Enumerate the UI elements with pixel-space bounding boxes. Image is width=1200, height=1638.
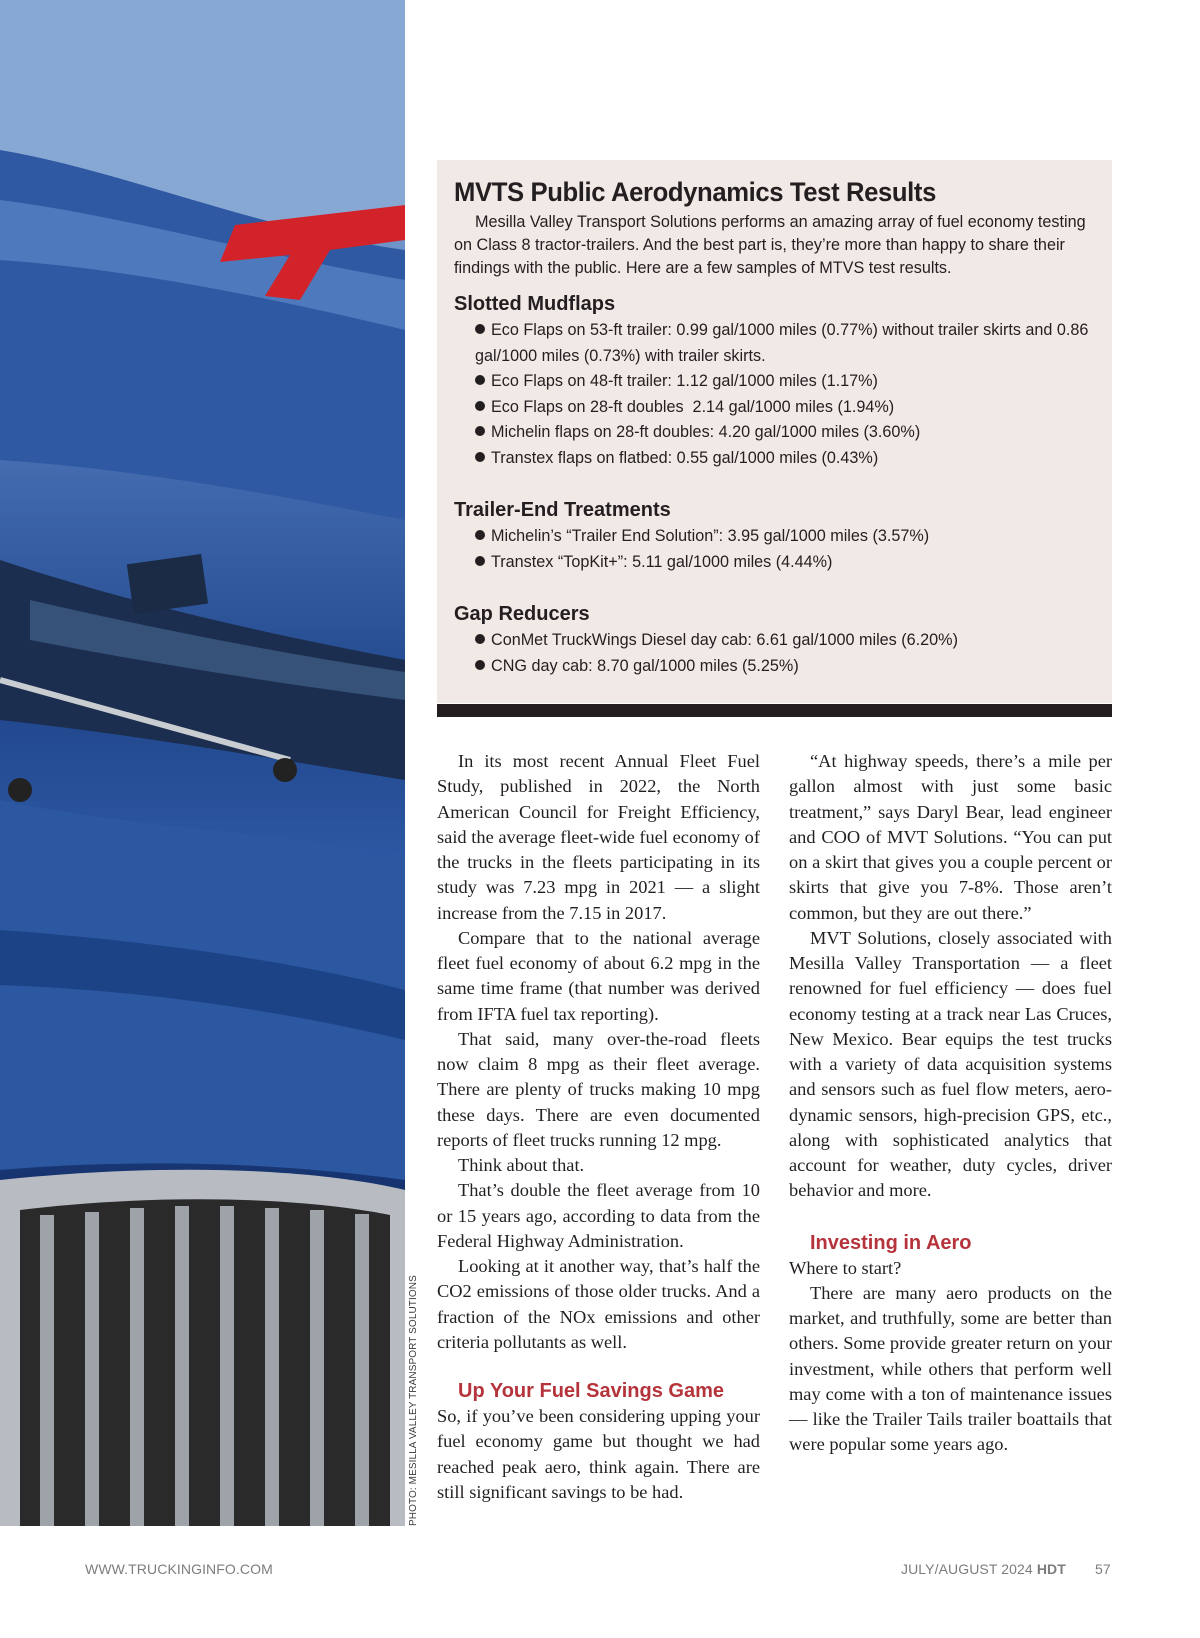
list-item-text: Eco Flaps on 53-ft trailer: 0.99 gal/1000 miles (0.77%) without trailer skirts and 0.86 gal/1000 miles (0.73%) with trailer skirts. — [475, 321, 1089, 365]
magazine-name: HDT — [1036, 1561, 1066, 1577]
list-item — [454, 628, 1095, 654]
truck-photo — [0, 0, 405, 1526]
list-item — [454, 550, 1095, 576]
test-results-sidebar — [437, 160, 1112, 703]
bullet-icon — [475, 324, 485, 334]
list-item — [454, 318, 1095, 369]
list-item — [454, 446, 1095, 472]
body-paragraph: That’s double the fleet average from 10 or 15 years ago, according to data from the Federal Highway Administration. — [437, 1180, 760, 1251]
mudflaps-list — [454, 318, 1095, 471]
sidebar-heading-trailer-end: Trailer-End Treatments — [454, 499, 671, 521]
bullet-icon — [475, 634, 485, 644]
body-paragraph: In its most recent Annual Fleet Fuel Study, published in 2022, the North American Council for Freight Efficiency, said the average fleet-wide fuel economy of the trucks in the fleets participating in its study was 7.23 mpg in 2021 — a slight increase from the 7.15 in 2017. — [437, 751, 760, 923]
body-paragraph: MVT Solutions, closely associated with Mesilla Valley Transportation — a fleet renowned for fuel efficiency — does fuel economy testing at a track near Las Cruces, New Mexico. Bear equips the test trucks with a variety of data acquisition systems and sensors such as fuel flow meters, aerodynamic sensors, high-precision GPS, etc., along with sophisticated analytics that account for weather, duty cycles, driver behavior and more. — [789, 927, 1112, 1201]
bullet-icon — [475, 530, 485, 540]
sidebar-heading-mudflaps: Slotted Mudflaps — [454, 293, 616, 315]
list-item-text: CNG day cab: 8.70 gal/1000 miles (5.25%) — [491, 656, 799, 675]
list-item-text: ConMet TruckWings Diesel day cab: 6.61 gal/1000 miles (6.20%) — [491, 631, 958, 649]
body-paragraph: Think about that. — [458, 1155, 585, 1175]
photo-credit: PHOTO: MESILLA VALLEY TRANSPORT SOLUTIONS — [408, 1275, 419, 1526]
sidebar-intro: Mesilla Valley Transport Solutions performs an amazing array of fuel economy testing on Class 8 tractor-trailers. And the best part is, they’re more than happy to share their findings with the public. Here are a few samples of MTVS test results. — [454, 213, 1086, 277]
list-item — [454, 654, 1095, 680]
body-paragraph: Looking at it another way, that’s half the CO2 emissions of those older trucks. And a fraction of the NOx emissions and other criteria pollutants as well. — [437, 1256, 760, 1352]
body-paragraph: There are many aero products on the market, and truthfully, some are better than others. Some provide greater return on your investment, while others that perform well may come with a ton of maintenance issues — like the Trailer Tails trailer boattails that were popular some years ago. — [789, 1282, 1112, 1455]
sidebar-title: MVTS Public Aerodynamics Test Results — [454, 177, 936, 207]
list-item — [454, 369, 1095, 395]
list-item-text: Transtex flaps on flatbed: 0.55 gal/1000 miles (0.43%) — [491, 448, 879, 467]
bullet-icon — [475, 452, 485, 462]
list-item-text: Michelin flaps on 28-ft doubles: 4.20 gal/1000 miles (3.60%) — [491, 423, 921, 441]
lead-in: Where to start? — [789, 1257, 902, 1278]
list-item-text: Eco Flaps on 28-ft doubles 2.14 gal/1000 miles (1.94%) — [491, 397, 895, 416]
subhead-fuel-savings: Up Your Fuel Savings Game — [458, 1380, 724, 1402]
page-number: 57 — [1095, 1561, 1111, 1577]
bullet-icon — [475, 401, 485, 411]
body-paragraph: Compare that to the national average fleet fuel economy of about 6.2 mpg in the same time frame (that number was derived from IFTA fuel tax reporting). — [437, 927, 760, 1024]
bullet-icon — [475, 556, 485, 566]
sidebar-bottom-rule — [437, 704, 1112, 717]
list-item-text: Michelin’s “Trailer End Solution”: 3.95 gal/1000 miles (3.57%) — [491, 527, 930, 545]
bullet-icon — [475, 426, 485, 436]
body-paragraph: So, if you’ve been considering upping your fuel economy game but thought we had reached peak aero, think again. There are still significant savings to be had. — [437, 1406, 760, 1502]
article-column-left — [437, 749, 760, 1505]
footer-issue — [901, 1561, 1066, 1577]
bullet-icon — [475, 660, 485, 670]
sidebar-heading-gap-reducers: Gap Reducers — [454, 603, 590, 625]
footer-url: WWW.TRUCKINGINFO.COM — [85, 1561, 273, 1577]
truck-illustration — [0, 0, 405, 1526]
list-item-text: Eco Flaps on 48-ft trailer: 1.12 gal/1000 miles (1.17%) — [491, 372, 878, 390]
list-item-text: Transtex “TopKit+”: 5.11 gal/1000 miles (4.44%) — [491, 552, 833, 571]
body-paragraph: That said, many over-the-road fleets now claim 8 mpg as their fleet average. There are plenty of trucks making 10 mpg these days. There are even documented reports of fleet trucks running 12 mpg. — [437, 1028, 760, 1150]
list-item — [454, 524, 1095, 550]
subhead-investing-aero: Investing in Aero — [810, 1231, 972, 1254]
issue-date: JULY/AUGUST 2024 — [901, 1561, 1033, 1577]
list-item — [454, 395, 1095, 421]
gap-reducers-list — [454, 628, 1095, 679]
list-item — [454, 420, 1095, 446]
article-column-right — [789, 749, 1112, 1458]
bullet-icon — [475, 375, 485, 385]
body-paragraph: “At highway speeds, there’s a mile per gallon almost with just some basic treatment,” says Daryl Bear, lead engineer and COO of MVT Solutions. “You can put on a skirt that gives you a couple percent or skirts that give you 7-8%. Those aren’t common, but they are out there.” — [789, 751, 1112, 923]
trailer-end-list — [454, 524, 1095, 575]
